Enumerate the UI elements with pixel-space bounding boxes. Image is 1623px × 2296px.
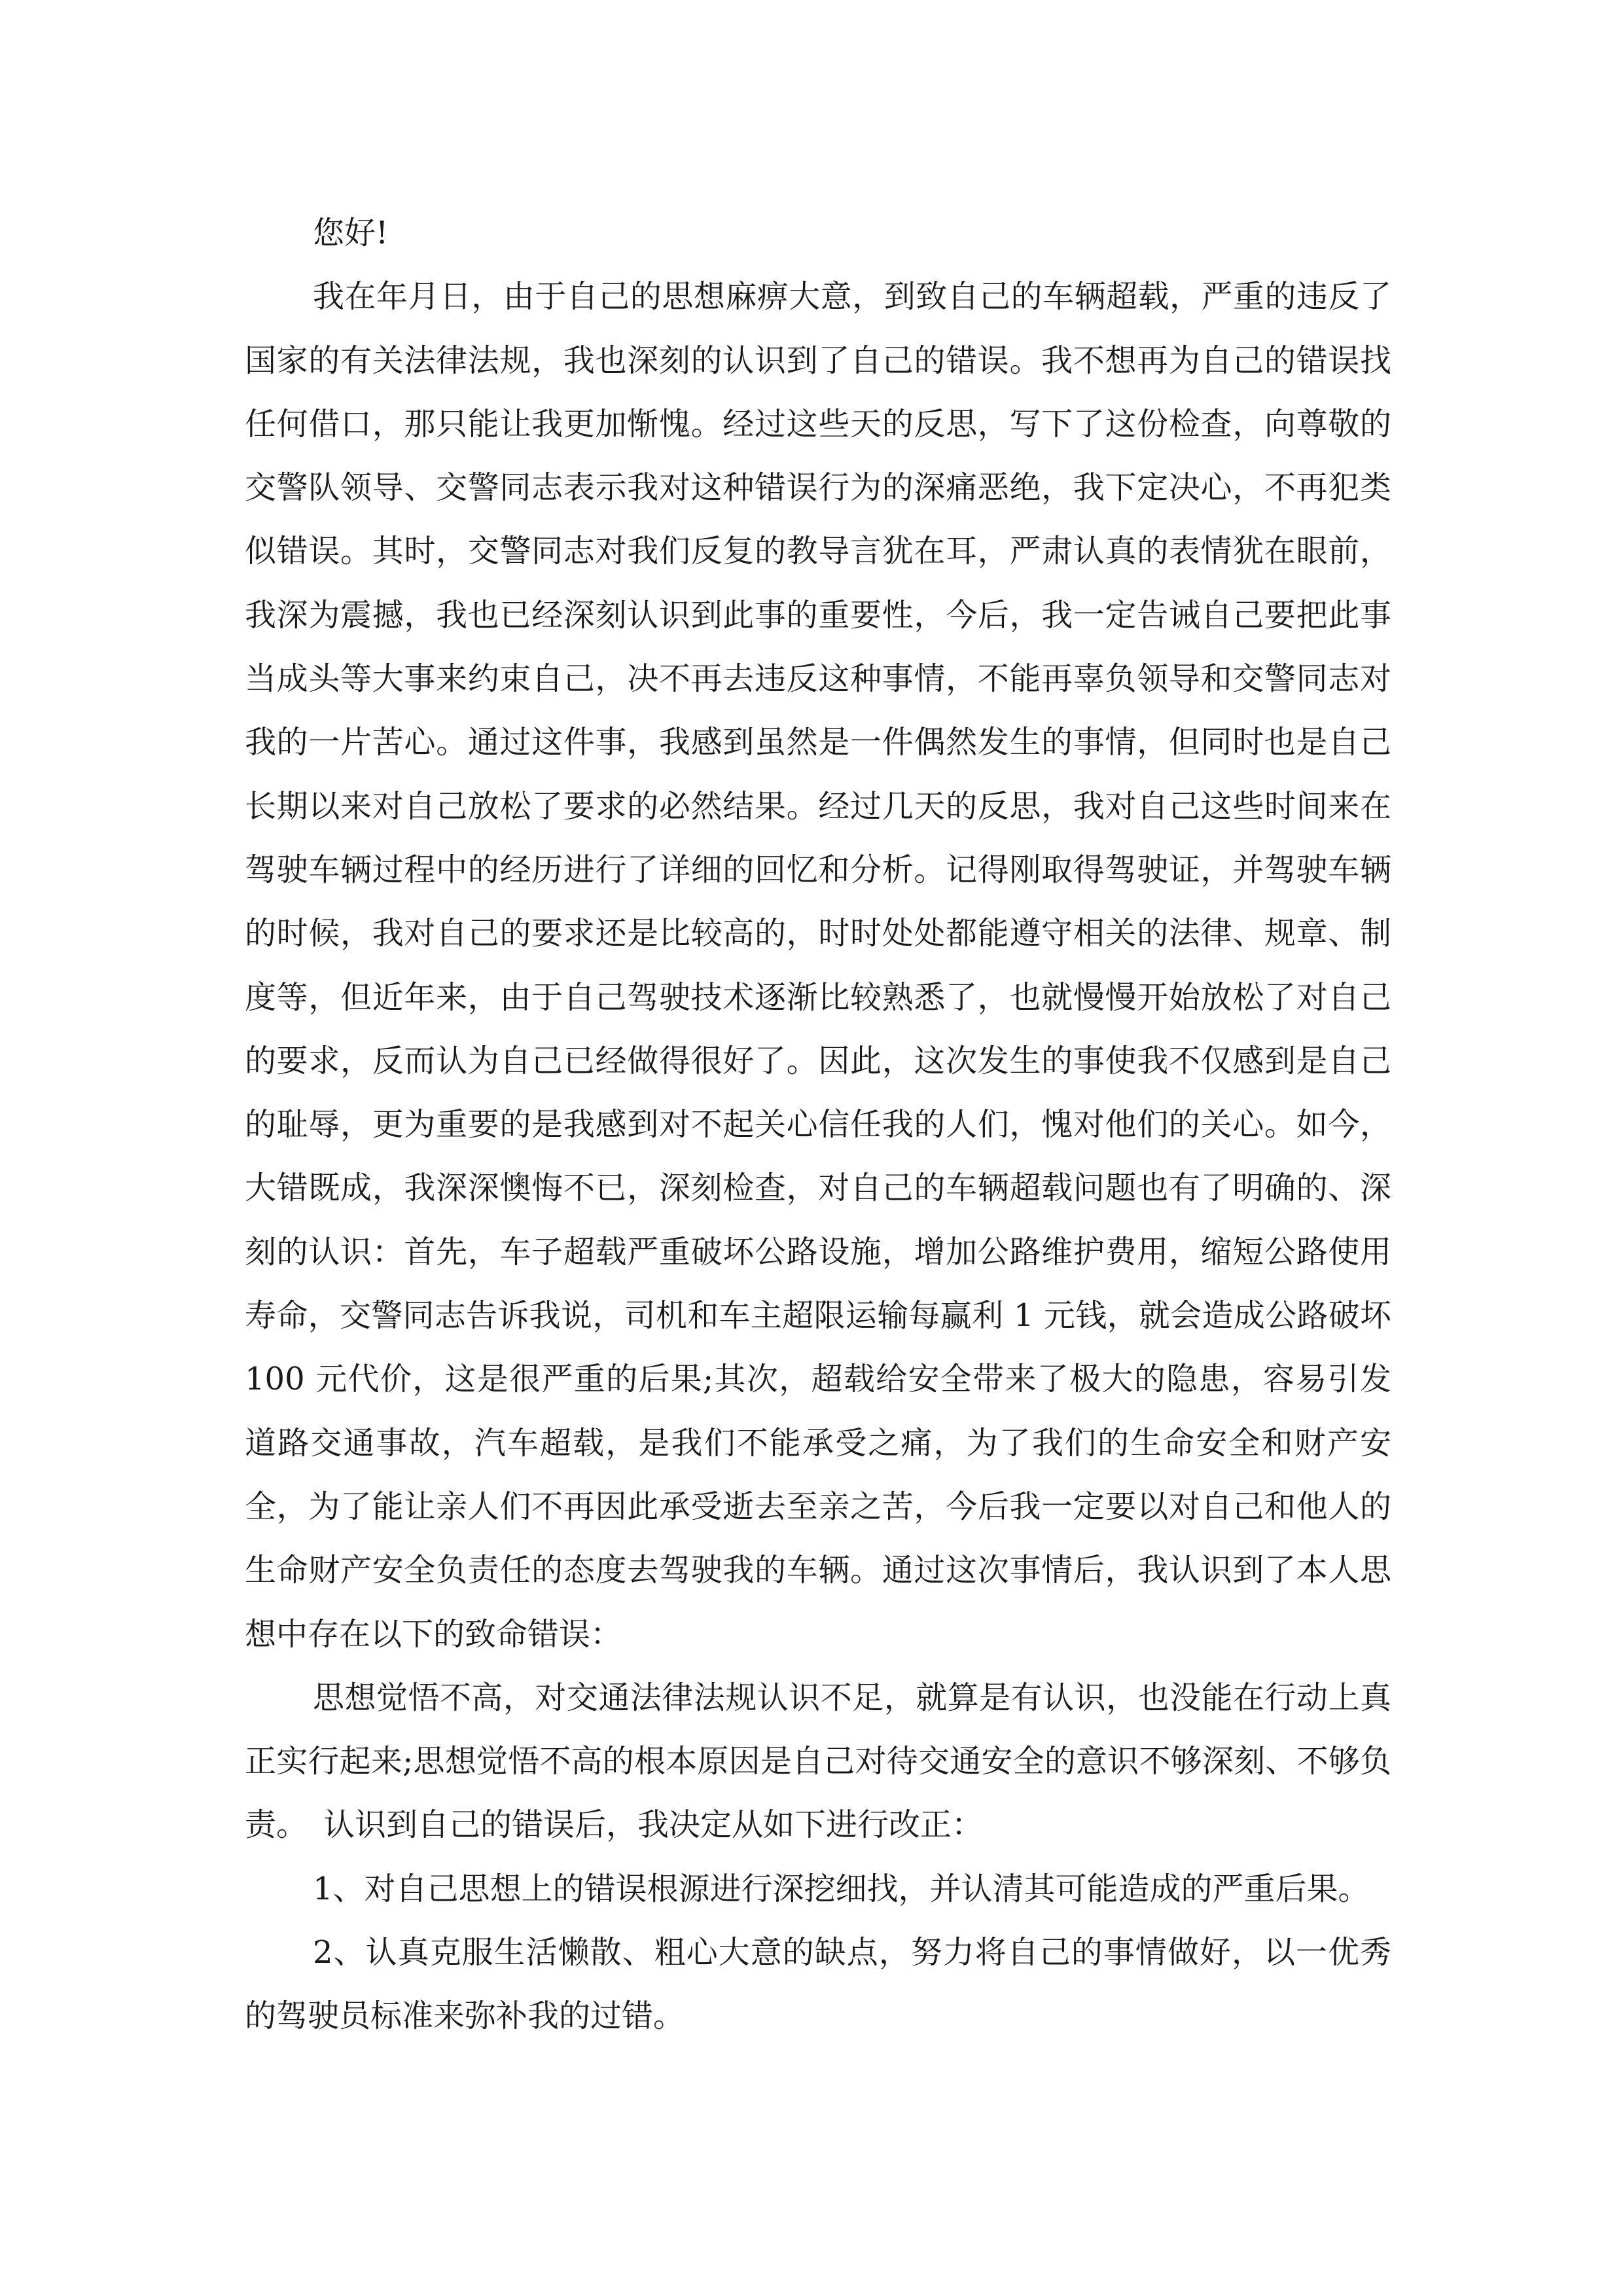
list-item-2: 2、认真克服生活懒散、粗心大意的缺点，努力将自己的事情做好，以一优秀的驾驶员标准来弥补我的过错。 <box>245 1934 1391 2035</box>
list-item-1: 1、对自己思想上的错误根源进行深挖细找，并认清其可能造成的严重后果。 <box>313 1870 1370 1907</box>
greeting: 您好! <box>313 215 389 251</box>
document-body <box>245 202 1391 2049</box>
paragraph-awareness: 思想觉悟不高，对交通法律法规认识不足，就算是有认识，也没能在行动上真正实行起来;思想觉悟不高的根本原因是自己对待交通安全的意识不够深刻、不够负责。 认识到自己的错误后，我决定从如下进行改正： <box>245 1679 1391 1844</box>
paragraph-main: 我在年月日，由于自己的思想麻痹大意，到致自己的车辆超载，严重的违反了国家的有关法律法规，我也深刻的认识到了自己的错误。我不想再为自己的错误找任何借口，那只能让我更加惭愧。经过这些天的反思，写下了这份检查，向尊敬的交警队领导、交警同志表示我对这种错误行为的深痛恶绝，我下定决心，不再犯类似错误。其时，交警同志对我们反复的教导言犹在耳，严肃认真的表情犹在眼前，我深为震撼，我也已经深刻认识到此事的重要性，今后，我一定告诫自己要把此事当成头等大事来约束自己，决不再去违反这种事情，不能再辜负领导和交警同志对我的一片苦心。通过这件事，我感到虽然是一件偶然发生的事情，但同时也是自己长期以来对自己放松了要求的必然结果。经过几天的反思，我对自己这些时间来在驾驶车辆过程中的经历进行了详细的回忆和分析。记得刚取得驾驶证，并驾驶车辆的时候，我对自己的要求还是比较高的，时时处处都能遵守相关的法律、规章、制度等，但近年来，由于自己驾驶技术逐渐比较熟悉了，也就慢慢开始放松了对自己的要求，反而认为自己已经做得很好了。因此，这次发生的事使我不仅感到是自己的耻辱，更为重要的是我感到对不起关心信任我的人们，愧对他们的关心。如今，大错既成，我深深懊悔不已，深刻检查，对自己的车辆超载问题也有了明确的、深刻的认识：首先，车子超载严重破坏公路设施，增加公路维护费用，缩短公路使用寿命，交警同志告诉我说，司机和车主超限运输每赢利 1 元钱，就会造成公路破坏 100 元代价，这是很严重的后果;其次，超载给安全带来了极大的隐患，容易引发道路交通事故，汽车超载，是我们不能承受之痛，为了我们的生命安全和财产安全，为了能让亲人们不再因此承受逝去至亲之苦，今后我一定要以对自己和他人的生命财产安全负责任的态度去驾驶我的车辆。通过这次事情后，我认识到了本人思想中存在以下的致命错误： <box>245 278 1391 1653</box>
